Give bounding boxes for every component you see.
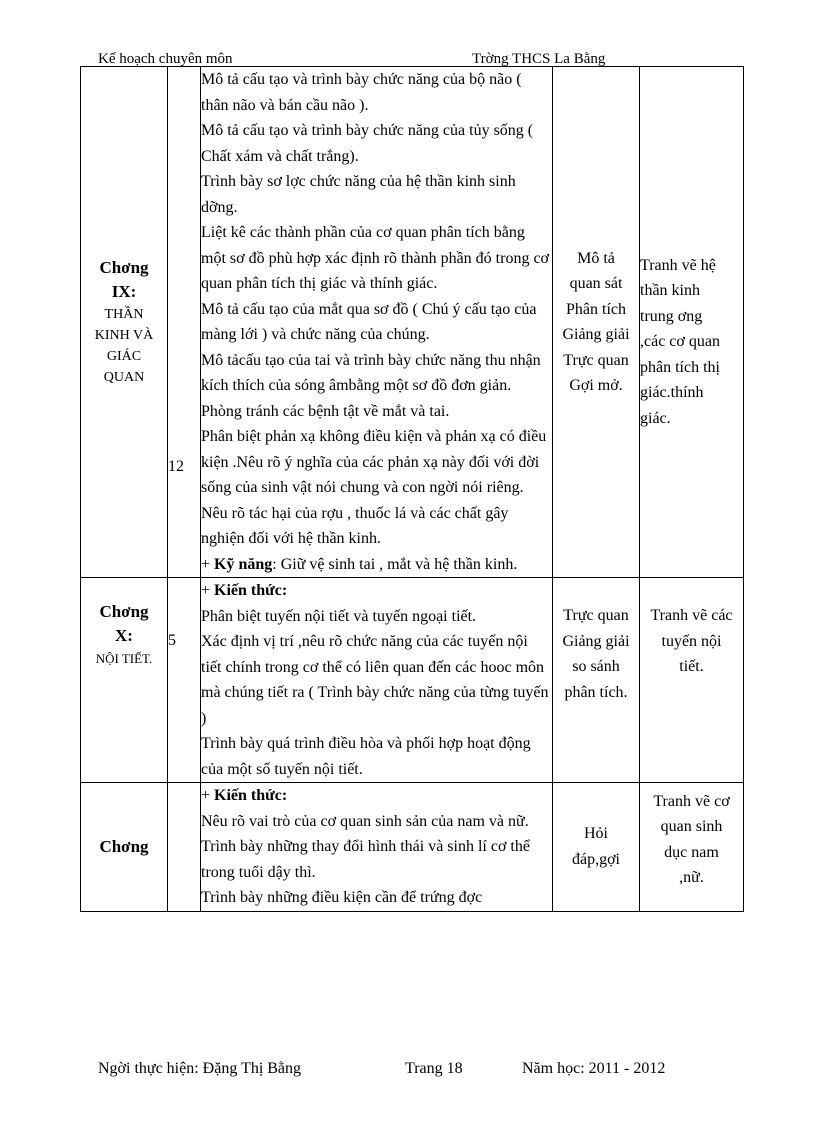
footer-school-year: Năm học: 2011 - 2012 xyxy=(522,1060,666,1077)
chapter-cell xyxy=(81,67,168,578)
content-cell xyxy=(201,783,553,912)
content-cell xyxy=(201,67,553,578)
content-paragraph: Liệt kê các thành phần của cơ quan phân tích bằng một sơ đồ phù hợp xác định rõ thành phần đó trong cơ quan phân tích thị giác và thính giác. xyxy=(201,224,549,292)
chapter-name-line: GIÁC xyxy=(106,349,142,364)
chapter-cell xyxy=(81,783,168,912)
header-school-name: Trờng THCS La Bằng xyxy=(472,51,606,67)
content-paragraph: Mô tả cấu tạo và trình bày chức năng của bộ não ( thân não và bán cầu não ). xyxy=(201,71,522,114)
method-line: Gợi mở. xyxy=(569,377,623,394)
method-cell xyxy=(553,578,640,783)
aids-line: Tranh vẽ hệ xyxy=(640,256,716,274)
chapter-label: Chơng xyxy=(99,602,149,621)
skill-paragraph xyxy=(201,552,552,578)
teaching-aids-cell xyxy=(640,67,744,578)
method-line: Phân tích xyxy=(566,300,626,318)
content-paragraph: Mô tả cấu tạo và trình bày chức năng của tủy sống ( Chất xám và chất trắng). xyxy=(201,122,534,165)
method-line: Mô tả xyxy=(577,249,615,267)
chapter-number: X: xyxy=(115,626,133,645)
aids-line: phân tích thị xyxy=(640,358,720,376)
aids-line: tuyến nội xyxy=(661,632,722,650)
aids-line: dục nam xyxy=(664,843,719,861)
content-paragraph: Trình bày quá trình điều hòa và phối hợp hoạt động của một số tuyến nội tiết. xyxy=(201,735,531,778)
method-line: phân tích. xyxy=(564,683,628,701)
teaching-aids-cell xyxy=(640,578,744,783)
chapter-name-line: KINH VÀ xyxy=(94,328,154,343)
chapter-cell xyxy=(81,578,168,783)
knowledge-prefix: + xyxy=(201,787,215,804)
knowledge-heading xyxy=(201,578,552,604)
chapter-name-line: THẦN xyxy=(104,307,144,322)
content-paragraph: Mô tảcấu tạo của tai và trình bày chức năng thu nhận kích thích của sóng âmbằng một sơ đồ đơn giản. xyxy=(201,351,541,394)
content-paragraph: Nêu rõ vai trò của cơ quan sinh sản của nam và nữ. xyxy=(201,812,529,830)
knowledge-label: Kiến thức: xyxy=(214,787,288,804)
footer-page-number: Trang 18 xyxy=(405,1060,463,1077)
content-paragraph: Trình bày những điều kiện cần để trứng đợc xyxy=(201,889,483,906)
method-line: đáp,gợi xyxy=(571,850,620,868)
aids-line: ,các cơ quan xyxy=(640,333,720,351)
aids-line: ,nữ. xyxy=(679,869,704,886)
method-line: so sánh xyxy=(572,658,620,675)
aids-line: giác. xyxy=(640,409,671,427)
method-cell xyxy=(553,67,640,578)
method-cell xyxy=(553,783,640,912)
content-paragraph: Nêu rõ tác hại của rợu , thuốc lá và các chất gây nghiện đối với hệ thần kinh. xyxy=(201,504,509,547)
skill-text: : Giữ vệ sinh tai , mắt và hệ thần kinh. xyxy=(272,555,518,573)
method-line: Trực quan xyxy=(563,607,629,624)
method-line: quan sát xyxy=(569,275,623,292)
content-cell xyxy=(201,578,553,783)
aids-line: thần kinh xyxy=(640,282,700,300)
periods-cell: 5 xyxy=(168,578,201,783)
aids-line: Tranh vẽ các xyxy=(650,607,733,624)
curriculum-table xyxy=(80,66,744,912)
knowledge-heading xyxy=(201,783,552,809)
table-row xyxy=(81,578,744,783)
chapter-name-line: QUAN xyxy=(103,370,145,385)
chapter-label: Chơng xyxy=(99,258,149,277)
content-paragraph: Xác định vị trí ,nêu rõ chức năng của các tuyến nội tiết chính trong cơ thể có liên quan đến các hooc môn mà chúng tiết ra ( Trình bày chức năng của từng tuyến ) xyxy=(201,633,549,727)
content-paragraph: Trình bày những thay đổi hình thái và sinh lí cơ thể trong tuổi dậy thì. xyxy=(201,838,530,881)
skill-prefix: + xyxy=(201,555,215,573)
knowledge-label: Kiến thức: xyxy=(214,582,288,599)
periods-cell: 12 xyxy=(168,67,201,578)
content-paragraph: Phân biệt tuyến nội tiết và tuyến ngoại tiết. xyxy=(201,607,477,625)
periods-cell xyxy=(168,783,201,912)
content-paragraph: Phòng tránh các bệnh tật về mắt và tai. xyxy=(201,402,450,420)
skill-label: Kỹ năng xyxy=(214,555,273,573)
teaching-aids-cell xyxy=(640,783,744,912)
header-left-title: Kế hoạch chuyên môn xyxy=(98,51,233,67)
aids-line: giác.thính xyxy=(640,384,704,402)
table-row xyxy=(81,783,744,912)
method-line: Giảng giải xyxy=(562,632,630,650)
content-paragraph: Mô tả cấu tạo của mắt qua sơ đồ ( Chú ý cấu tạo của màng lới ) và chức năng của chúng. xyxy=(201,300,537,343)
knowledge-prefix: + xyxy=(201,582,215,599)
aids-line: trung ơng xyxy=(640,307,703,325)
table-row xyxy=(81,67,744,578)
aids-line: Tranh vẽ cơ xyxy=(653,792,730,810)
chapter-label: Chơng xyxy=(99,836,149,856)
content-paragraph: Phân biệt phản xạ không điều kiện và phản xạ có điều kiện .Nêu rõ ý nghĩa của các phản xạ này đối với đời sống của sinh vật nói chung và con ngời nói riêng. xyxy=(201,428,547,496)
method-line: Hỏi xyxy=(584,825,608,843)
aids-line: quan sinh xyxy=(660,818,723,835)
footer-author: Ngời thực hiện: Đặng Thị Bằng xyxy=(98,1060,302,1077)
aids-line: tiết. xyxy=(679,658,704,675)
chapter-number: IX: xyxy=(111,282,137,301)
chapter-name-line: NỘI TIẾT. xyxy=(95,651,153,666)
method-line: Trực quan xyxy=(563,351,629,369)
content-paragraph: Trình bày sơ lợc chức năng của hệ thần kinh sinh dỡng. xyxy=(201,173,516,216)
method-line: Giảng giải xyxy=(562,326,630,343)
